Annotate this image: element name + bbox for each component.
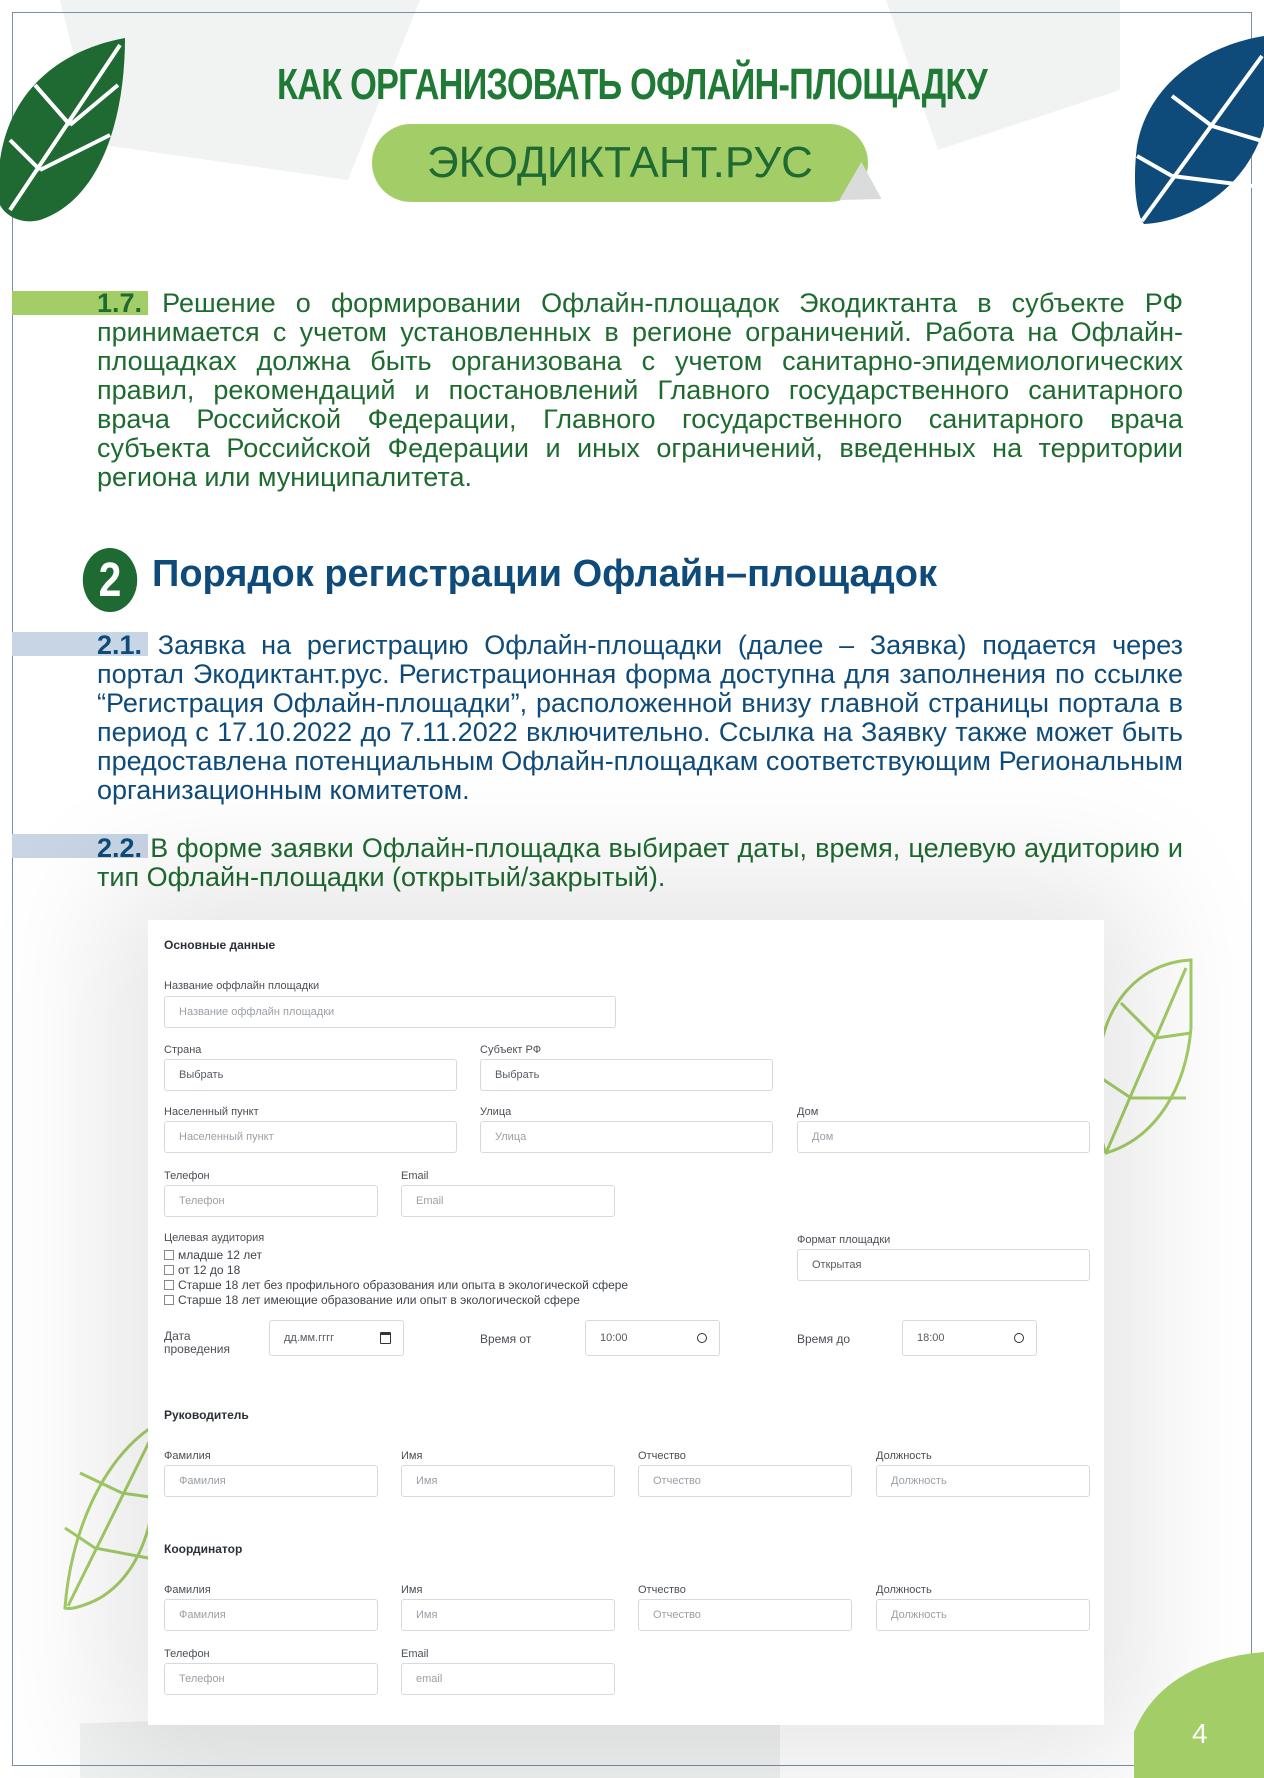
checkbox-label: Старше 18 лет имеющие образование или опыт в экологической сфере	[178, 1293, 580, 1307]
audience-checkbox[interactable]	[164, 1263, 240, 1277]
date-input[interactable]	[269, 1320, 404, 1356]
field-label: Имя	[401, 1450, 423, 1462]
venue-name-input[interactable]: Название оффлайн площадки	[164, 996, 616, 1028]
paragraph-2-2	[97, 834, 1183, 892]
clock-icon[interactable]	[697, 1333, 707, 1343]
leader-patronymic-input[interactable]: Отчество	[638, 1465, 852, 1497]
coordinator-phone-input[interactable]: Телефон	[164, 1663, 378, 1695]
format-select[interactable]: Открытая	[797, 1249, 1090, 1281]
checkbox-box[interactable]	[164, 1250, 174, 1260]
leaf-outline-icon	[1096, 958, 1196, 1158]
field-label: Формат площадки	[797, 1234, 891, 1246]
street-input[interactable]: Улица	[480, 1121, 773, 1153]
field-label: Субъект РФ	[480, 1044, 542, 1056]
field-label: Фамилия	[164, 1584, 211, 1596]
paragraph-text: Решение о формировании Офлайн-площадок Экодиктанта в субъекте РФ принимается с учетом установленных в регионе ограничений. Работа на Офлайн-площадках должна быть организована с учетом санитарно-эпидемиологических правил, рекомендаций и постановлений Главного государственного санитарного врача Российской Федерации, Главного государственного санитарного врача субъекта Российской Федерации и иных ограничений, введенных на территории региона или муниципалитета.	[97, 288, 1183, 492]
field-label: Email	[401, 1648, 429, 1660]
leaf-outline-icon	[60, 1418, 160, 1618]
calendar-icon[interactable]	[380, 1332, 391, 1344]
date-input-value: дд.мм.гггг	[284, 1332, 335, 1344]
paragraph-number: 2.1.	[97, 630, 143, 660]
paragraph-2-1	[97, 631, 1183, 805]
field-label: Страна	[164, 1044, 202, 1056]
checkbox-box[interactable]	[164, 1265, 174, 1275]
field-label: Телефон	[164, 1648, 210, 1660]
field-label: Email	[401, 1170, 429, 1182]
checkbox-label: от 12 до 18	[178, 1263, 241, 1277]
field-label: Населенный пункт	[164, 1106, 259, 1118]
clock-icon[interactable]	[1014, 1333, 1024, 1343]
registration-form-screenshot	[148, 920, 1104, 1725]
field-label: Должность	[876, 1584, 932, 1596]
audience-checkbox[interactable]	[164, 1248, 262, 1262]
field-label: Дом	[797, 1106, 819, 1118]
form-section-heading: Руководитель	[164, 1408, 249, 1422]
time-from-value: 10:00	[600, 1332, 628, 1344]
paragraph-text: Заявка на регистрацию Офлайн-площадки (далее – Заявка) подается через портал Экодиктант.рус. Регистрационная форма доступна для заполнения по ссылке “Регистрация Офлайн-площадки”, расположенной внизу главной страницы портала в период с 17.10.2022 до 7.11.2022 включительно. Ссылка на Заявку также может быть предоставлена потенциальным Офлайн-площадкам соответствующим Региональным организационным комитетом.	[97, 630, 1183, 805]
date-label-line: проведения	[164, 1342, 230, 1356]
field-label	[164, 1330, 230, 1356]
audience-checkbox[interactable]	[164, 1293, 580, 1307]
audience-checkbox[interactable]	[164, 1278, 628, 1292]
site-badge-label: ЭКОДИКТАНТ.РУС	[427, 138, 813, 187]
field-label: Название оффлайн площадки	[164, 980, 320, 992]
field-label: Телефон	[164, 1170, 210, 1182]
field-label: Целевая аудитория	[164, 1232, 265, 1244]
phone-input[interactable]: Телефон	[164, 1185, 378, 1217]
coordinator-firstname-input[interactable]: Имя	[401, 1599, 615, 1631]
time-to-input[interactable]	[902, 1320, 1037, 1356]
page-corner-shape	[1134, 1652, 1264, 1778]
country-select[interactable]: Выбрать	[164, 1059, 457, 1091]
checkbox-label: младше 12 лет	[178, 1248, 263, 1262]
time-from-input[interactable]	[585, 1320, 720, 1356]
paragraph-text: В форме заявки Офлайн-площадка выбирает даты, время, целевую аудиторию и тип Офлайн-площадки (открытый/закрытый).	[97, 833, 1183, 892]
checkbox-label: Старше 18 лет без профильного образования или опыта в экологической сфере	[178, 1278, 629, 1292]
page-title: КАК ОРГАНИЗОВАТЬ ОФЛАЙН-ПЛОЩАДКУ	[277, 60, 987, 109]
leader-surname-input[interactable]: Фамилия	[164, 1465, 378, 1497]
coordinator-surname-input[interactable]: Фамилия	[164, 1599, 378, 1631]
leader-firstname-input[interactable]: Имя	[401, 1465, 615, 1497]
section-number-badge: 2	[83, 548, 137, 612]
paragraph-1-7	[97, 289, 1183, 492]
field-label: Отчество	[638, 1584, 686, 1596]
section-title: Порядок регистрации Офлайн–площадок	[152, 553, 937, 595]
form-section-heading: Координатор	[164, 1542, 243, 1556]
site-badge	[372, 124, 868, 202]
field-label: Улица	[480, 1106, 512, 1118]
paragraph-number: 2.2.	[97, 833, 143, 863]
form-section-heading: Основные данные	[164, 938, 276, 952]
field-label: Фамилия	[164, 1450, 211, 1462]
subject-select[interactable]: Выбрать	[480, 1059, 773, 1091]
email-input[interactable]: Email	[401, 1185, 615, 1217]
coordinator-patronymic-input[interactable]: Отчество	[638, 1599, 852, 1631]
checkbox-box[interactable]	[164, 1280, 174, 1290]
leaf-icon	[0, 30, 130, 230]
page-number: 4	[1192, 1718, 1208, 1749]
paragraph-number: 1.7.	[97, 288, 143, 318]
house-input[interactable]: Дом	[797, 1121, 1090, 1153]
coordinator-position-input[interactable]: Должность	[876, 1599, 1090, 1631]
leader-position-input[interactable]: Должность	[876, 1465, 1090, 1497]
time-to-value: 18:00	[917, 1332, 945, 1344]
checkbox-box[interactable]	[164, 1295, 174, 1305]
field-label: Время от	[480, 1332, 532, 1346]
field-label: Время до	[797, 1332, 851, 1346]
date-label-line: Дата	[164, 1329, 191, 1343]
city-input[interactable]: Населенный пункт	[164, 1121, 457, 1153]
leaf-icon	[1132, 36, 1264, 226]
field-label: Должность	[876, 1450, 932, 1462]
coordinator-email-input[interactable]: email	[401, 1663, 615, 1695]
field-label: Отчество	[638, 1450, 686, 1462]
field-label: Имя	[401, 1584, 423, 1596]
